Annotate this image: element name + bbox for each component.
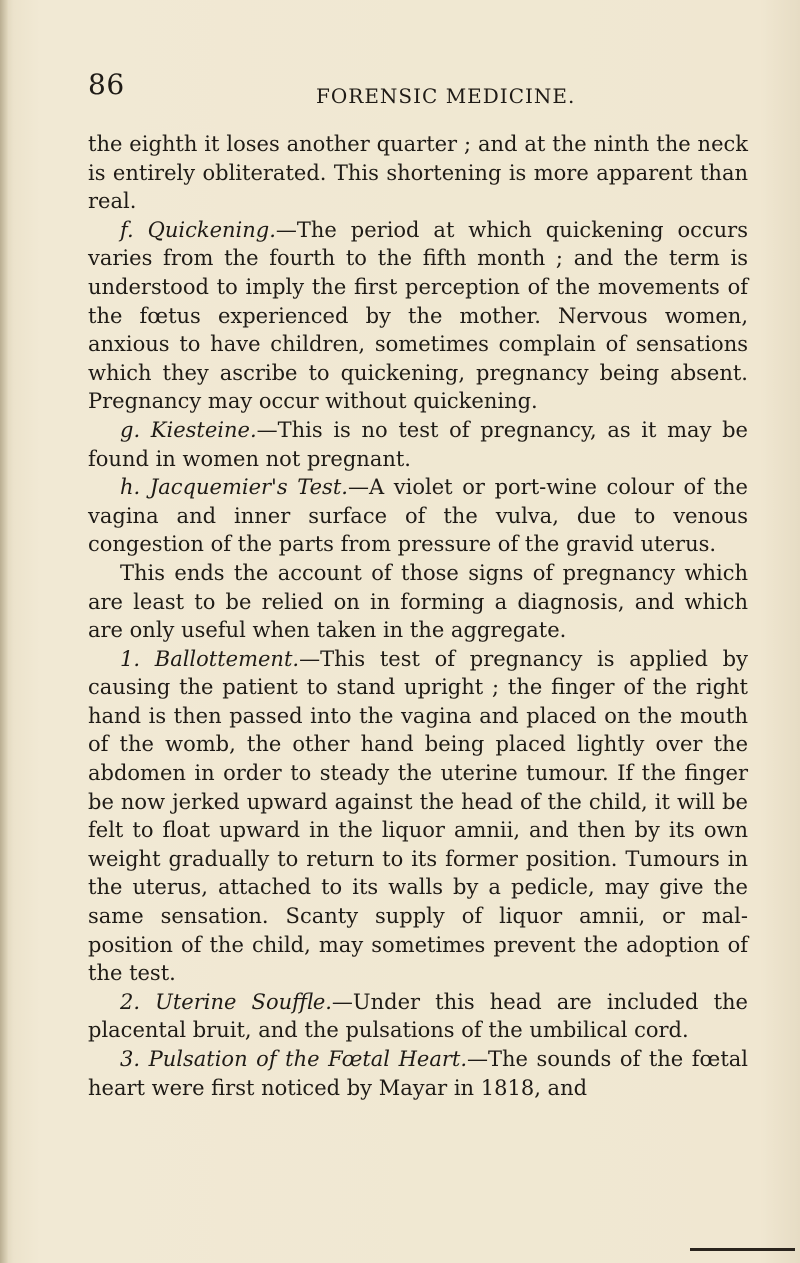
page-corner-rule xyxy=(690,1248,795,1251)
paragraph-jacquemier-test xyxy=(88,473,748,559)
paragraph-text: —The period at which quickening occurs varies from the fourth to the fifth month ; and the term is understood to imply the first perception of the movements of the fœtus experienced by the mother. Nervous women, anxious to have children, sometimes complain of sensations which they ascribe to quickening, pregnancy being absent. Pregnancy may occur without quickening. xyxy=(88,217,748,414)
page-header xyxy=(88,68,748,108)
section-label: h. Jacquemier's Test. xyxy=(120,475,348,500)
body-text xyxy=(88,130,748,1102)
section-label: g. Kiesteine. xyxy=(120,417,257,442)
page-number: 86 xyxy=(88,68,125,101)
paragraph-foetal-heart xyxy=(88,1045,748,1102)
section-label: 3. Pulsation of the Fœtal Heart. xyxy=(120,1047,468,1071)
paragraph-text: the eighth it loses another quarter ; and at the ninth the neck is entirely obliterated. This shortening is more apparent than real. xyxy=(88,132,748,214)
section-label: 1. Ballottement. xyxy=(120,646,300,671)
section-label: 2. Uterine Souffle. xyxy=(120,989,332,1014)
paragraph-kiesteine xyxy=(88,416,748,473)
paragraph-uterine-souffle xyxy=(88,988,748,1045)
paragraph-text: This ends the account of those signs of pregnancy which are least to be relied on in forming a diagnosis, and which are only useful when taken in the aggregate. xyxy=(88,560,748,643)
paragraph-continuation xyxy=(88,130,748,216)
paragraph-text: —A violet or port-wine colour of the vagina and inner surface of the vulva, due to venous congestion of the parts from pressure of the gravid uterus. xyxy=(88,475,748,557)
running-head: FORENSIC MEDICINE. xyxy=(316,84,576,108)
paragraph-summary xyxy=(88,559,748,645)
page-binding-edge xyxy=(0,0,8,1263)
paragraph-ballottement xyxy=(88,645,748,988)
section-label: f. Quickening. xyxy=(120,217,276,242)
paragraph-text: —The sounds of the fœtal heart were first noticed by Mayar in 1818, and xyxy=(88,1047,748,1100)
paragraph-text: —This is no test of pregnancy, as it may be found in women not pregnant. xyxy=(88,417,748,471)
paragraph-text: —Under this head are included the placental bruit, and the pulsations of the umbilical cord. xyxy=(88,989,748,1043)
paragraph-quickening xyxy=(88,216,748,416)
paragraph-text: —This test of pregnancy is applied by causing the patient to stand upright ; the finger of the right hand is then passed into the vagina and placed on the mouth of the womb, the other hand being placed lightly over the abdomen in order to steady the uterine tumour. If the finger be now jerked upward against the head of the child, it will be felt to float upward in the liquor amnii, and then by its own weight gradually to return to its former position. Tumours in the uterus, attached to its walls by a pedicle, may give the same sensation. Scanty supply of liquor amnii, or mal-position of the child, may sometimes prevent the adoption of the test. xyxy=(88,646,748,986)
